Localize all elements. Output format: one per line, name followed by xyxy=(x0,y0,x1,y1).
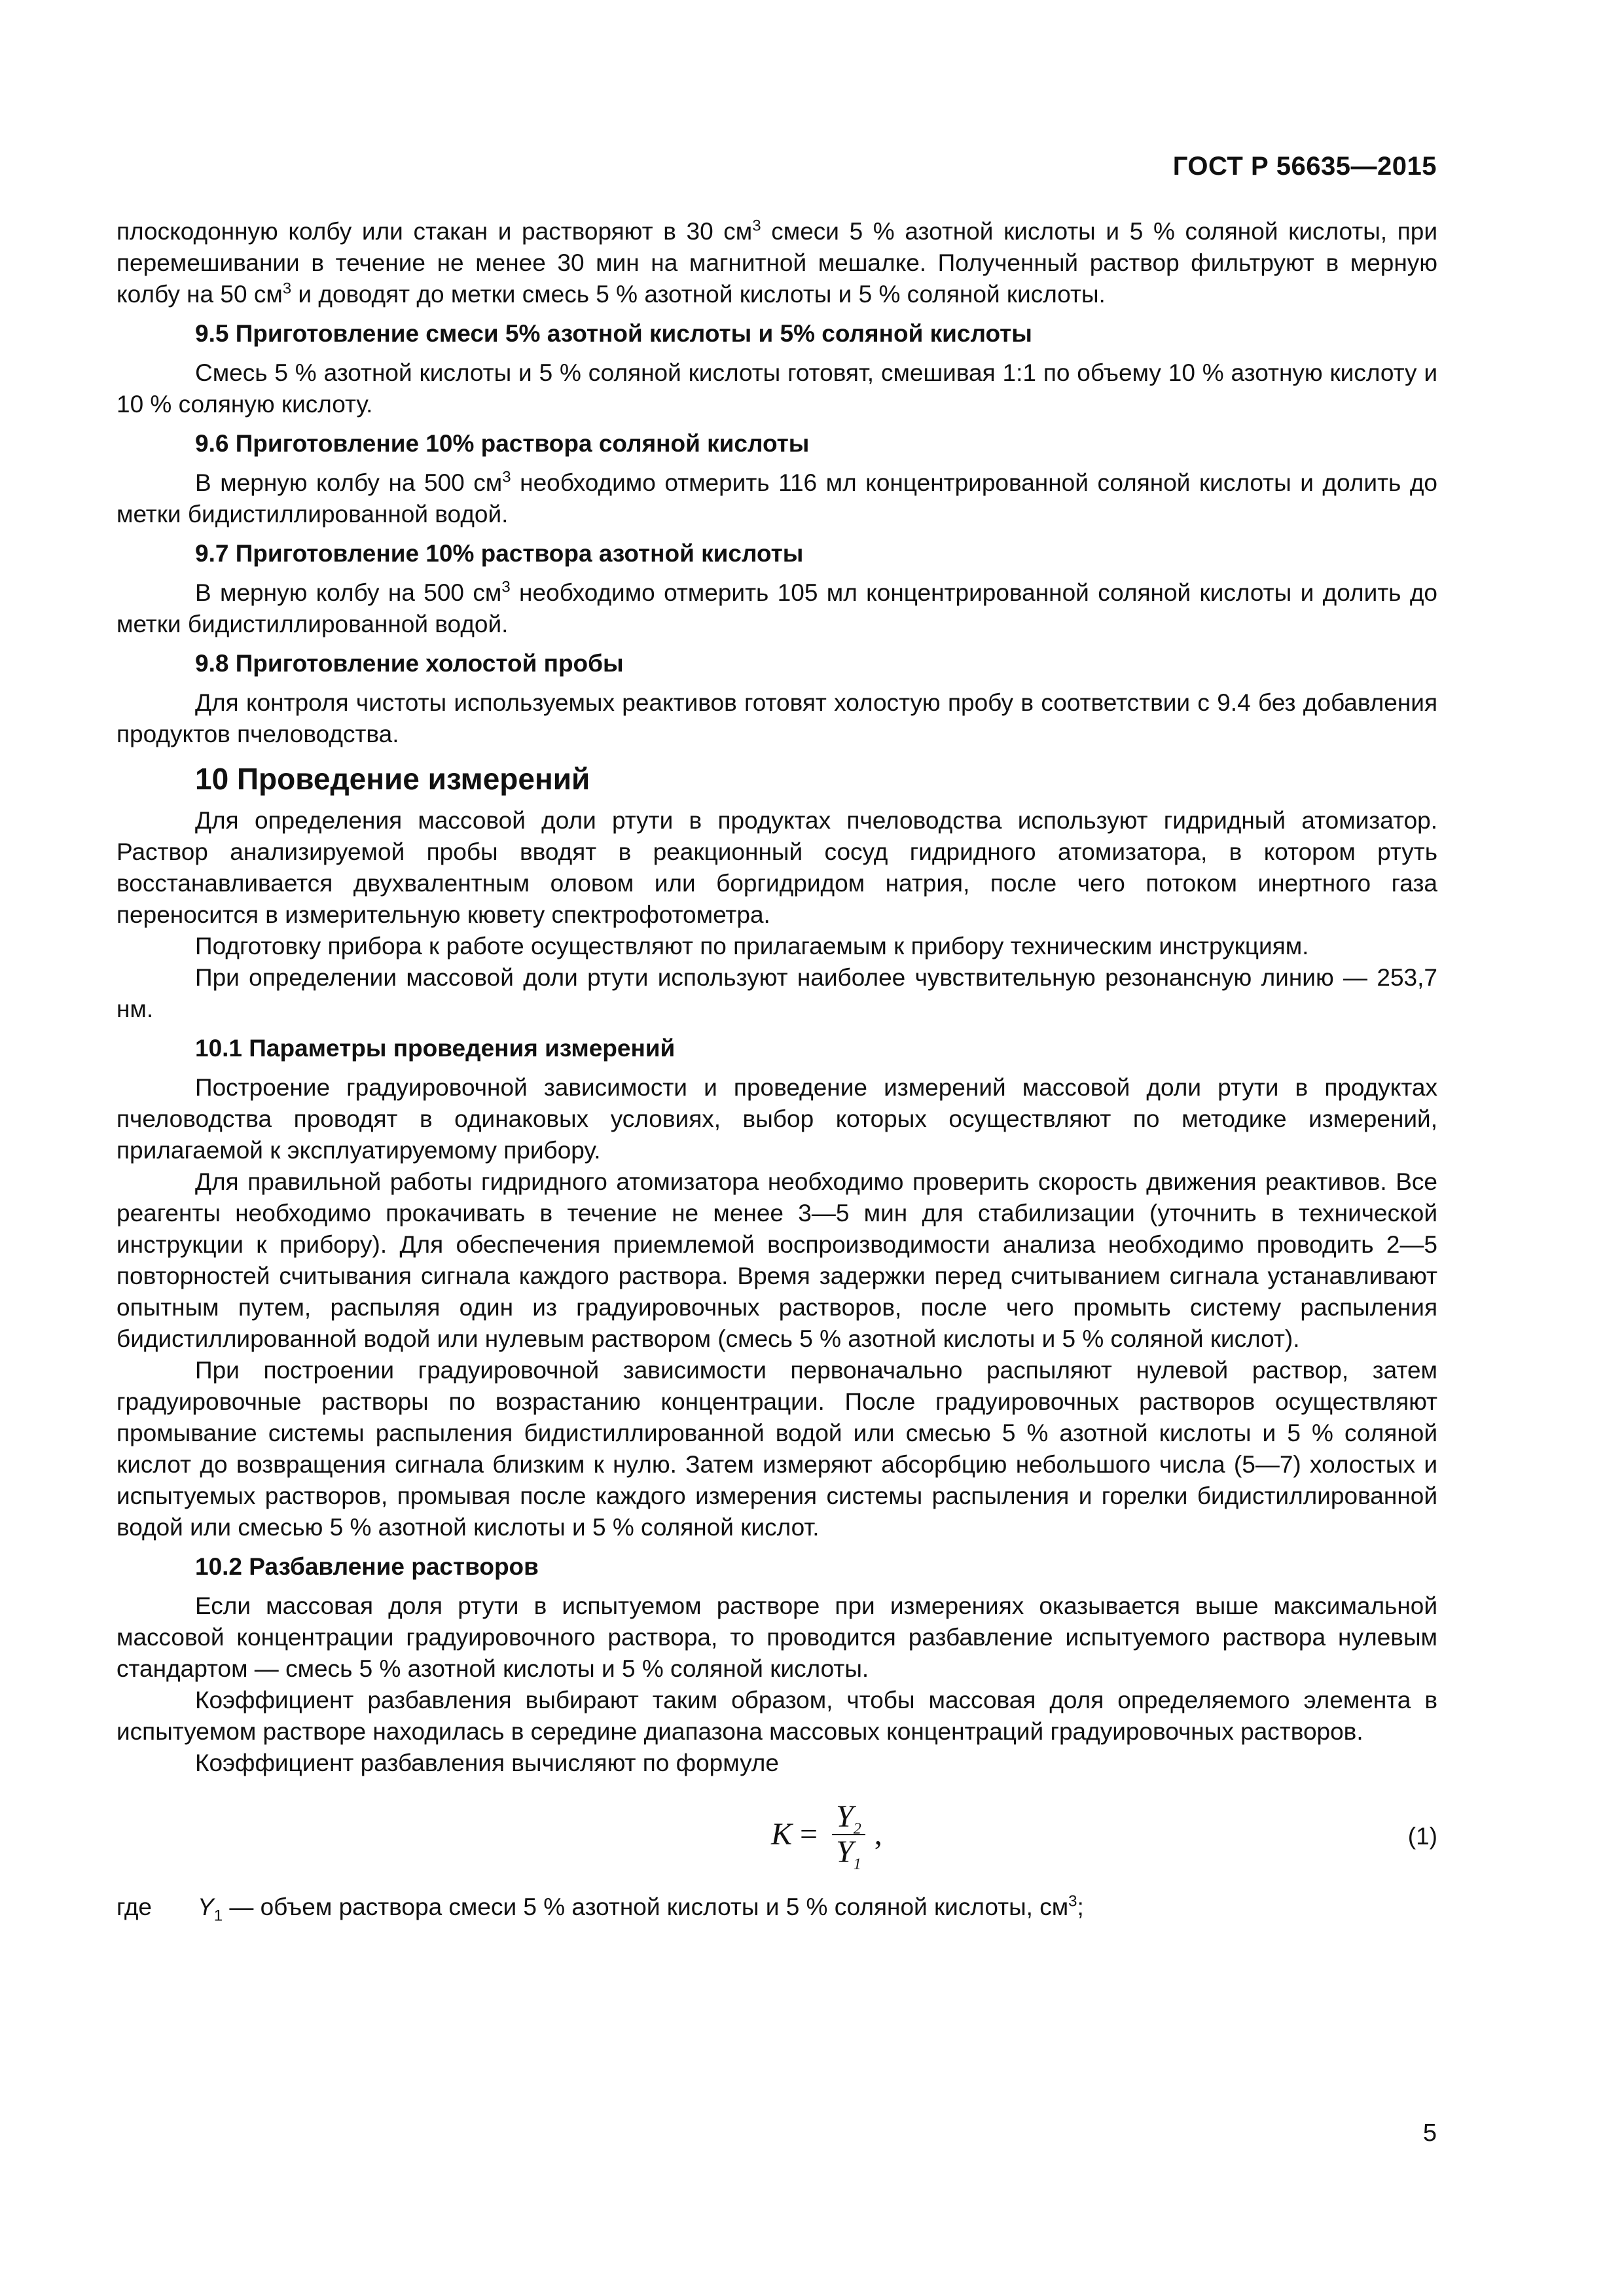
paragraph: Построение градуировочной зависимости и проведение измерений массовой доли ртути в продуктах пчеловодства проводят в одинаковых условиях, выбор которых осуществляют по методике измерений, прилагаемой к эксплуатируемому прибору. xyxy=(117,1074,1437,1164)
formula-var: Y xyxy=(836,1835,854,1869)
formula-number: (1) xyxy=(1407,1823,1437,1850)
text-run: необходимо отмерить 116 мл концентрированной соляной кислоты и долить до метки бидистиллированной водой. xyxy=(117,469,1437,528)
heading-9-7: 9.7 Приготовление 10% раствора азотной кислоты xyxy=(195,540,804,567)
heading-10: 10 Проведение измерений xyxy=(195,762,590,796)
heading-10-2: 10.2 Разбавление растворов xyxy=(195,1553,539,1580)
text-run: В мерную колбу на 500 см xyxy=(195,469,503,496)
paragraph: Коэффициент разбавления выбирают таким образом, чтобы массовая доля определяемого элемента в испытуемом растворе находилась в середине диапазона массовых концентраций градуировочных растворов. xyxy=(117,1687,1437,1745)
heading-10-1: 10.1 Параметры проведения измерений xyxy=(195,1035,676,1062)
where-superscript: 3 xyxy=(1068,1892,1077,1910)
where-subscript: 1 xyxy=(213,1907,223,1925)
paragraph xyxy=(117,577,1437,640)
paragraph: При построении градуировочной зависимости первоначально распыляют нулевой раствор, затем градуировочные растворы по возрастанию концентрации. После градуировочных растворов осуществляют промывание системы распыления бидистиллированной водой или смесью 5 % азотной кислоты и 5 % соляной кислот до возвращения сигнала близким к нулю. Затем измеряют абсорбцию небольшого числа (5—7) холостых и испытуемых растворов, промывая после каждого измерения системы распыления и горелки бидистиллированной водой или смесью 5 % азотной кислоты и 5 % соляной кислот. xyxy=(117,1357,1437,1541)
paragraph: Подготовку прибора к работе осуществляют по прилагаемым к прибору техническим инструкциям. xyxy=(195,933,1309,960)
paragraph: Смесь 5 % азотной кислоты и 5 % соляной кислоты готовят, смешивая 1:1 по объему 10 % азотную кислоту и 10 % соляную кислоту. xyxy=(117,359,1437,418)
heading-9-6: 9.6 Приготовление 10% раствора соляной кислоты xyxy=(195,430,810,457)
heading-9-8: 9.8 Приготовление холостой пробы xyxy=(195,650,624,677)
text-run: и доводят до метки смесь 5 % азотной кислоты и 5 % соляной кислоты. xyxy=(291,281,1106,308)
document-code: ГОСТ Р 56635—2015 xyxy=(1172,152,1437,181)
paragraph: При определении массовой доли ртути используют наиболее чувствительную резонансную линию — 253,7 нм. xyxy=(117,964,1437,1022)
formula-subscript: 1 xyxy=(853,1856,861,1873)
formula xyxy=(771,1799,882,1873)
page-number: 5 xyxy=(1422,2119,1437,2147)
where-label: где xyxy=(117,1893,153,1920)
document-body xyxy=(117,216,1437,1923)
superscript: 3 xyxy=(752,217,761,235)
where-end: ; xyxy=(1077,1893,1084,1920)
paragraph: Для правильной работы гидридного атомизатора необходимо проверить скорость движения реактивов. Все реагенты необходимо прокачивать в течение не менее 3—5 мин для стабилизации (уточнить в технической инструкции к прибору). Для обеспечения приемлемой воспроизводимости анализа необходимо проводить 2—5 повторностей считывания сигнала каждого раствора. Время задержки перед считыванием сигнала устанавливают опытным путем, распыляя один из градуировочных растворов, после чего промыть систему распыления бидистиллированной водой или нулевым раствором (смесь 5 % азотной кислоты и 5 % соляной кислот). xyxy=(117,1168,1437,1352)
superscript: 3 xyxy=(501,578,511,596)
paragraph: Если массовая доля ртути в испытуемом растворе при измерениях оказывается выше максимальной массовой концентрации градуировочного раствора, то проводится разбавление испытуемого раствора нулевым стандартом — смесь 5 % азотной кислоты и 5 % соляной кислоты. xyxy=(117,1592,1437,1682)
paragraph xyxy=(117,467,1437,530)
paragraph: Для контроля чистоты используемых реактивов готовят холостую пробу в соответствии с 9.4 без добавления продуктов пчеловодства. xyxy=(117,689,1437,747)
text-run: необходимо отмерить 105 мл концентрированной соляной кислоты и долить до метки бидистиллированной водой. xyxy=(117,579,1437,637)
superscript: 3 xyxy=(282,279,292,298)
formula-block xyxy=(117,1795,1437,1880)
formula-subscript: 2 xyxy=(853,1820,861,1838)
paragraph-continuation xyxy=(117,216,1437,310)
formula-fraction xyxy=(832,1799,865,1873)
paragraph: Для определения массовой доли ртути в продуктах пчеловодства используют гидридный атомизатор. Раствор анализируемой пробы вводят в реакционный сосуд гидридного атомизатора, в котором ртуть восстанавливается двухвалентным оловом или боргидридом натрия, после чего потоком инертного газа переносится в измерительную кювету спектрофотометра. xyxy=(117,807,1437,928)
text-run: плоскодонную колбу или стакан и растворяют в 30 см xyxy=(117,218,753,245)
formula-numerator xyxy=(832,1799,865,1838)
where-text: — объем раствора смеси 5 % азотной кислоты и 5 % соляной кислоты, см xyxy=(223,1893,1069,1920)
heading-9-5: 9.5 Приготовление смеси 5% азотной кислоты и 5% соляной кислоты xyxy=(195,320,1032,347)
where-clause xyxy=(117,1892,1437,1923)
formula-var: Y xyxy=(836,1799,854,1834)
formula-equals: = xyxy=(800,1817,818,1852)
formula-lhs: K xyxy=(771,1817,793,1852)
text-run: смеси 5 % азотной кислоты и 5 % соляной кислоты, при перемешивании в течение не менее 30 мин на магнитной мешалке. Полученный раствор фильтруют в мерную колбу на 50 см xyxy=(117,218,1438,308)
superscript: 3 xyxy=(502,468,511,486)
paragraph: Коэффициент разбавления вычисляют по формуле xyxy=(195,1749,779,1776)
where-variable: Y xyxy=(198,1893,214,1920)
formula-denominator xyxy=(832,1835,865,1873)
text-run: В мерную колбу на 500 см xyxy=(195,579,502,606)
formula-comma: , xyxy=(874,1817,882,1852)
